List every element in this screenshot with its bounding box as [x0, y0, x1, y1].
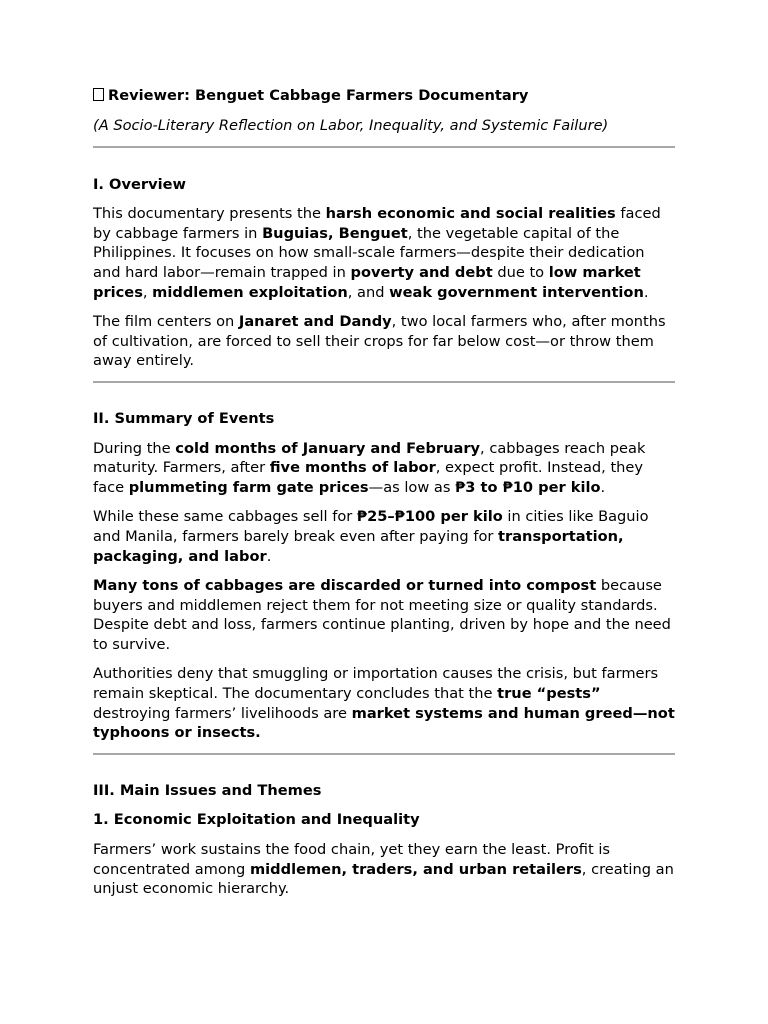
- missing-glyph-icon: [93, 88, 104, 101]
- body-text: , two local farmers who, after months of cultivation, are forced to sell their crops for far below cost—or throw them away entirely.: [93, 313, 666, 370]
- emphasized-text: harsh economic and social realities: [325, 205, 616, 223]
- body-text: , expect profit. Instead, they face: [93, 459, 644, 496]
- document-title-text: Reviewer: Benguet Cabbage Farmers Documentary: [108, 87, 529, 104]
- emphasized-text: transportation, packaging, and labor: [93, 527, 624, 565]
- body-text: This documentary presents the: [93, 205, 326, 223]
- summary-paragraph-2: [93, 507, 675, 566]
- document-body: [93, 86, 675, 899]
- body-text: because buyers and middlemen reject them for not meeting size or quality standards. Despite debt and loss, farmers continue planting, driven by hope and the need to survive.: [93, 577, 671, 653]
- section-heading-issues: III. Main Issues and Themes: [93, 781, 322, 799]
- emphasized-text: true “pests”: [497, 685, 601, 703]
- body-text: —as low as: [368, 478, 456, 496]
- document-title: [93, 86, 675, 106]
- body-text: .: [643, 283, 649, 301]
- section-divider: [93, 146, 675, 148]
- body-text: , creating an unjust economic hierarchy.: [93, 860, 674, 898]
- issues-paragraph-1: [93, 840, 675, 899]
- emphasized-text: low market prices: [93, 263, 641, 301]
- emphasized-text: Janaret and Dandy: [238, 313, 392, 331]
- emphasized-text: Buguias, Benguet: [262, 224, 408, 242]
- overview-paragraph-1: [93, 204, 675, 302]
- body-text: The film centers on: [93, 313, 239, 331]
- body-text: Authorities deny that smuggling or importation causes the crisis, but farmers remain skeptical. The documentary concludes that the: [93, 665, 659, 703]
- emphasized-text: weak government intervention: [389, 283, 644, 301]
- emphasized-text: cold months of January and February: [175, 439, 481, 457]
- emphasized-text: Many tons of cabbages are discarded or turned into compost: [93, 577, 597, 595]
- body-text: , and: [347, 283, 390, 301]
- body-text: , the vegetable capital of the Philippines. It focuses on how small-scale farmers—despite their dedication and hard labor—remain trapped in: [93, 224, 645, 281]
- section-heading-summary: II. Summary of Events: [93, 409, 275, 427]
- body-text: .: [266, 547, 272, 565]
- body-text: due to: [492, 263, 549, 281]
- document-subtitle: (A Socio-Literary Reflection on Labor, Inequality, and Systemic Failure): [93, 117, 609, 134]
- emphasized-text: ₱25–₱100 per kilo: [356, 508, 503, 526]
- section-divider: [93, 381, 675, 383]
- emphasized-text: middlemen, traders, and urban retailers: [249, 860, 582, 878]
- body-text: .: [600, 478, 606, 496]
- body-text: , cabbages reach peak maturity. Farmers, after: [93, 439, 646, 477]
- summary-paragraph-4: [93, 664, 675, 742]
- section-divider: [93, 753, 675, 755]
- summary-paragraph-1: [93, 439, 675, 498]
- body-text: ,: [142, 283, 153, 301]
- subsection-heading-economic-exploitation: 1. Economic Exploitation and Inequality: [93, 811, 420, 829]
- emphasized-text: middlemen exploitation: [152, 283, 348, 301]
- emphasized-text: poverty and debt: [350, 263, 493, 281]
- body-text: faced by cabbage farmers in: [93, 205, 661, 242]
- body-text: Farmers’ work sustains the food chain, yet they earn the least. Profit is concentrated among: [93, 841, 611, 878]
- body-text: While these same cabbages sell for: [93, 508, 357, 526]
- summary-paragraph-3: [93, 576, 675, 654]
- emphasized-text: five months of labor: [269, 459, 436, 477]
- emphasized-text: market systems and human greed—not typhoons or insects.: [93, 704, 675, 742]
- section-heading-overview: I. Overview: [93, 175, 186, 193]
- body-text: During the: [93, 439, 176, 457]
- body-text: in cities like Baguio and Manila, farmers barely break even after paying for: [93, 508, 649, 545]
- body-text: destroying farmers’ livelihoods are: [93, 704, 352, 722]
- overview-paragraph-2: [93, 312, 675, 371]
- emphasized-text: ₱3 to ₱10 per kilo: [455, 478, 601, 496]
- emphasized-text: plummeting farm gate prices: [128, 478, 369, 496]
